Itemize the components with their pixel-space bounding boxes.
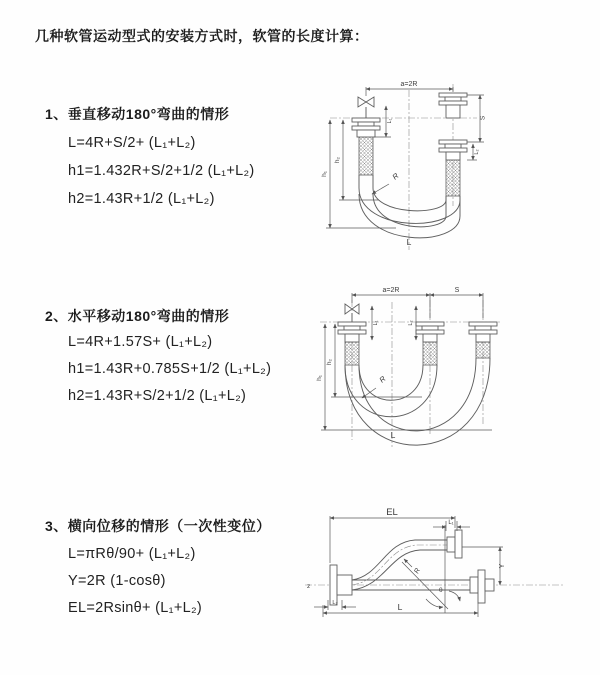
formula-line: L=4R+S/2+ (L₁+L₂) [68,135,196,151]
flange-right [469,322,497,342]
diagram-1 [312,76,600,256]
dim-label-h2: h₂ [326,358,333,366]
break-mark: z [307,583,311,590]
formula-line: L=πRθ/90+ (L₁+L₂) [68,546,196,562]
dim-label-l1: L₁ [448,520,454,526]
length-label: L [390,430,396,440]
hose-displaced [352,530,462,590]
dim-label-h1: h₁ [321,171,328,177]
braid-section [446,160,460,196]
section-heading: 1、垂直移动180°弯曲的情形 [45,106,230,122]
formula-line: EL=2Rsinθ+ (L₁+L₂) [68,600,203,616]
dim-label-l1: L₁ [387,118,393,124]
formula-line: L=4R+1.57S+ (L₁+L₂) [68,334,213,350]
dim-label-l2: L₂ [408,320,414,326]
flange-right-lower [439,140,467,160]
dim-label-l1: L₁ [373,320,379,326]
radius-label: R [413,567,422,575]
valve-icon [358,97,374,118]
angle-label: θ [439,587,443,594]
dim-label-width: a=2R [382,287,400,294]
dim-label-y: Y [499,563,506,569]
dim-label-l2: L₂ [332,600,338,606]
flange-left [352,118,380,137]
dim-label-l2: L₂ [474,149,480,155]
flange-left [330,565,352,605]
dim-label-s: S [454,287,460,294]
braid-section [359,137,373,175]
braid-section [345,342,359,365]
section-heading: 3、横向位移的情形（一次性变位） [45,518,271,534]
hose-curves [345,358,490,445]
diagram-3 [300,505,600,645]
dim-label-width: a=2R [400,81,418,88]
flange-left [338,322,366,342]
length-label: L [397,602,403,612]
formula-line: Y=2R (1-cosθ) [68,573,166,589]
formula-line: h1=1.432R+S/2+1/2 (L₁+L₂) [68,163,255,179]
formula-line: h2=1.43R+1/2 (L₁+L₂) [68,191,215,207]
length-label: L [406,237,412,247]
formula-line: h2=1.43R+S/2+1/2 (L₁+L₂) [68,388,247,404]
diagram-2 [312,282,600,457]
radius-label: R [390,171,401,182]
flange-middle [416,322,444,342]
dim-label-el: EL [386,507,398,518]
section-heading: 2、水平移动180°弯曲的情形 [45,308,230,324]
dim-label-h2: h₂ [334,156,341,164]
hose-curves [359,175,460,238]
flange-right-upper [439,93,467,118]
radius-label: R [377,374,388,385]
braid-section [423,342,437,365]
page-title: 几种软管运动型式的安装方式时，软管的长度计算： [35,28,369,44]
construction-lines [402,525,448,613]
dim-label-s: S [479,115,487,121]
formula-line: h1=1.43R+0.785S+1/2 (L₁+L₂) [68,361,272,377]
dim-label-h1: h₁ [316,375,323,381]
braid-section [476,342,490,358]
